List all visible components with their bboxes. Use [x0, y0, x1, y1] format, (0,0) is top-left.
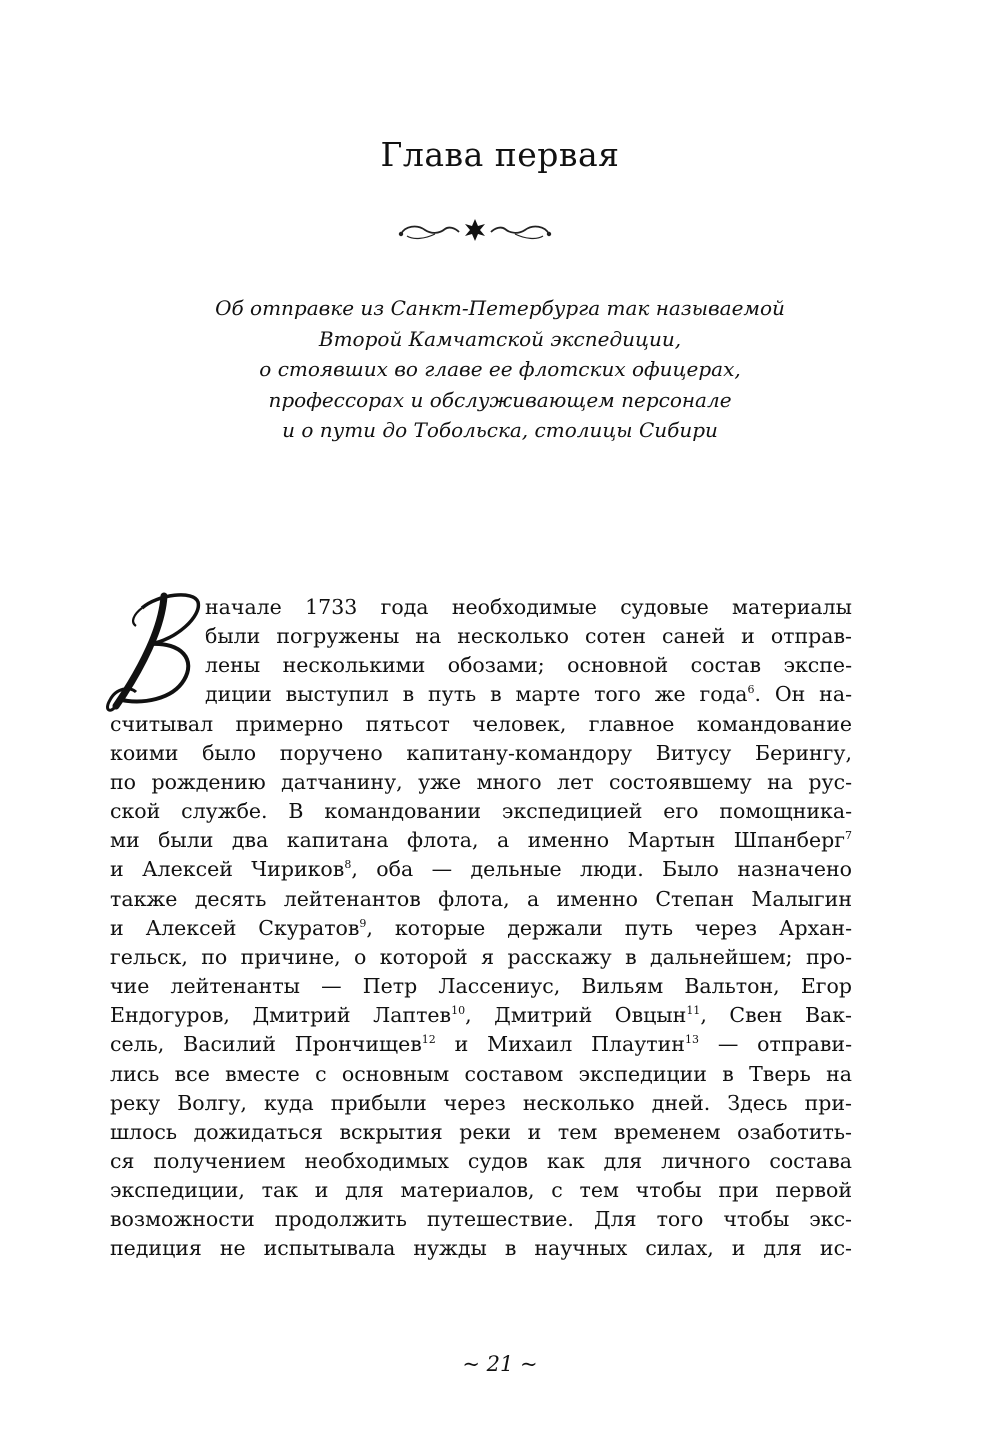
body-line	[110, 972, 852, 1001]
text-run: гельск, по причине, о которой я расскажу в дальнейшем; про-	[110, 944, 852, 969]
text-run: , оба — дельные люди. Было назначено	[351, 857, 852, 882]
text-run: и Алексей Чириков	[110, 857, 345, 882]
body-text	[110, 593, 852, 1264]
synopsis-line: профессорах и обслуживающем персонале	[268, 387, 732, 412]
footnote-ref[interactable]: 12	[421, 1033, 436, 1047]
text-run: сель, Василий Прончищев	[110, 1032, 422, 1057]
text-run: лись все вместе с основным составом экспедиции в Тверь на	[110, 1061, 852, 1086]
text-run: ми были два капитана флота, а именно Мартын Шпанберг	[110, 828, 845, 853]
body-line	[110, 943, 852, 972]
text-run: , Свен Вак-	[700, 1003, 852, 1028]
text-run: по рождению датчанину, уже много лет состоявшему на рус-	[110, 769, 852, 794]
text-run: чие лейтенанты — Петр Лассениус, Вильям Вальтон, Егор	[110, 974, 852, 999]
body-line	[110, 1205, 852, 1234]
text-run: возможности продолжить путешествие. Для того чтобы экс-	[110, 1207, 852, 1232]
synopsis-line: Об отправке из Санкт-Петербурга так называемой	[215, 296, 785, 320]
footnote-ref[interactable]: 9	[359, 916, 367, 930]
body-line	[110, 768, 852, 797]
text-run: начале 1733 года необходимые судовые материалы	[205, 595, 852, 619]
body-line	[110, 1001, 852, 1030]
text-run: ся получением необходимых судов как для личного состава	[110, 1148, 852, 1173]
footnote-ref[interactable]: 13	[684, 1033, 699, 1047]
text-run: — отправи-	[698, 1032, 852, 1057]
footnote-ref[interactable]: 8	[344, 858, 352, 872]
footnote-ref[interactable]: 7	[845, 829, 852, 843]
body-line	[110, 1176, 852, 1205]
text-run: и Михаил Плаутин	[435, 1032, 685, 1057]
flourish-star-ornament-icon	[395, 212, 555, 248]
text-run: также десять лейтенантов флота, а именно Степан Малыгин	[110, 886, 852, 911]
synopsis-line: о стоявших во главе ее флотских офицерах,	[259, 357, 741, 381]
text-run: экспедиции, так и для материалов, с тем чтобы при первой	[110, 1178, 852, 1203]
body-line	[110, 1060, 852, 1089]
footnote-ref[interactable]: 6	[747, 683, 755, 697]
text-run: , Дмитрий Овцын	[465, 1003, 687, 1028]
text-run: Ендогуров, Дмитрий Лаптев	[110, 1003, 452, 1028]
text-run: коими было поручено капитану-командору Витусу Берингу,	[110, 740, 852, 765]
body-line	[110, 1030, 852, 1059]
body-line	[110, 1234, 852, 1263]
body-line	[110, 710, 852, 739]
text-run: считывал примерно пятьсот человек, главное командование	[110, 711, 852, 736]
body-line	[110, 855, 852, 884]
text-run: . Он на-	[754, 682, 852, 707]
body-line	[110, 797, 852, 826]
text-run: и Алексей Скуратов	[110, 915, 360, 940]
footnote-ref[interactable]: 10	[451, 1004, 466, 1018]
chapter-title: Глава первая	[380, 135, 620, 174]
synopsis-line: и о пути до Тобольска, столицы Сибири	[282, 418, 718, 442]
page-number: ~ 21 ~	[462, 1352, 538, 1376]
body-line	[110, 1089, 852, 1118]
text-run: шлось дожидаться вскрытия реки и тем временем озаботить-	[110, 1119, 852, 1144]
body-line	[110, 593, 852, 622]
body-line	[110, 739, 852, 768]
chapter-synopsis	[140, 293, 860, 446]
text-run: лены несколькими обозами; основной состав экспе-	[205, 653, 852, 678]
body-line	[110, 914, 852, 943]
text-run: педиция не испытывала нужды в научных силах, и для ис-	[110, 1236, 852, 1261]
body-line	[110, 651, 852, 680]
footnote-ref[interactable]: 11	[686, 1004, 701, 1018]
text-run: диции выступил в путь в марте того же года	[205, 682, 748, 707]
body-line	[110, 1147, 852, 1176]
body-line	[110, 1118, 852, 1147]
text-run: были погружены на несколько сотен саней и отправ-	[205, 624, 852, 649]
body-line	[110, 885, 852, 914]
body-line	[110, 680, 852, 709]
text-run: ской службе. В командовании экспедицией его помощника-	[110, 799, 852, 824]
text-run: , которые держали путь через Архан-	[366, 915, 852, 940]
text-run: реку Волгу, куда прибыли через несколько дней. Здесь при-	[110, 1090, 852, 1115]
body-line	[110, 826, 852, 855]
synopsis-line: Второй Камчатской экспедиции,	[318, 326, 682, 351]
body-line	[110, 622, 852, 651]
